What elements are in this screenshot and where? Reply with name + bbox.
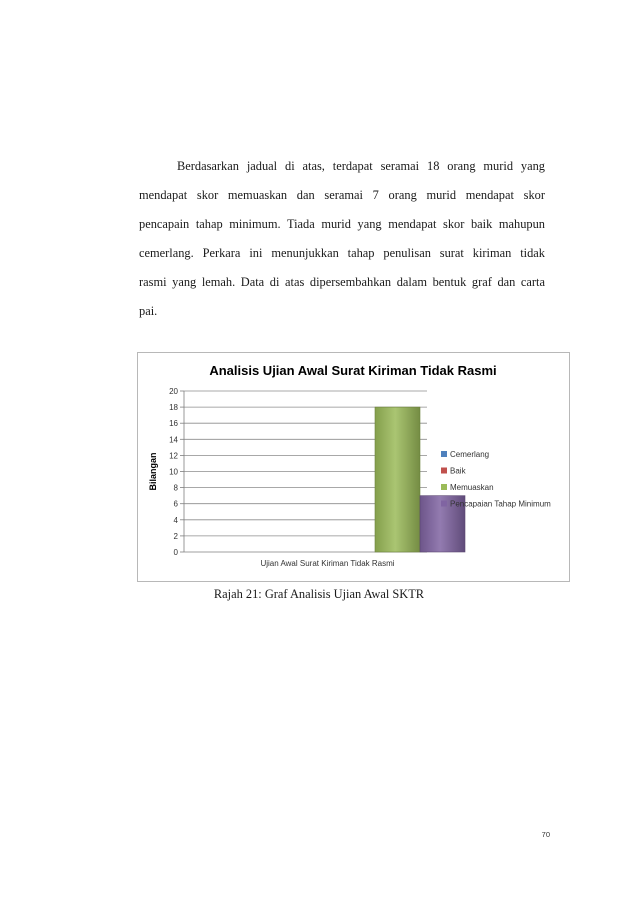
bar-chart bbox=[138, 353, 569, 581]
y-tick-label: 8 bbox=[173, 483, 178, 493]
paragraph-line: Berdasarkan jadual di atas, terdapat seramai 18 orang murid yang bbox=[177, 159, 545, 173]
x-category-label: Ujian Awal Surat Kiriman Tidak Rasmi bbox=[260, 559, 395, 568]
y-tick-label: 12 bbox=[169, 451, 178, 461]
y-tick-label: 0 bbox=[173, 548, 178, 557]
legend-swatch bbox=[441, 451, 447, 457]
y-tick-label: 4 bbox=[173, 515, 178, 525]
y-tick-label: 14 bbox=[169, 435, 178, 445]
y-tick-label: 2 bbox=[173, 531, 178, 541]
y-tick-label: 10 bbox=[169, 467, 178, 477]
chart-title: Analisis Ujian Awal Surat Kiriman Tidak Rasmi bbox=[209, 363, 497, 378]
y-tick-label: 20 bbox=[169, 387, 178, 396]
legend-label: Memuaskan bbox=[450, 483, 494, 492]
paragraph-line: mendapat skor memuaskan dan seramai 7 orang murid mendapat skor bbox=[139, 188, 545, 202]
legend-swatch bbox=[441, 501, 447, 507]
paragraph-line: cemerlang. Perkara ini menunjukkan tahap penulisan surat kiriman tidak bbox=[139, 246, 545, 260]
paragraph-line: rasmi yang lemah. Data di atas dipersembahkan dalam bentuk graf dan carta bbox=[139, 275, 545, 289]
y-tick-label: 16 bbox=[169, 419, 178, 429]
legend-swatch bbox=[441, 484, 447, 490]
y-tick-label: 18 bbox=[169, 403, 178, 413]
paragraph-line: pai. bbox=[139, 304, 158, 318]
legend-label: Cemerlang bbox=[450, 450, 490, 459]
bar-memuaskan bbox=[375, 407, 420, 552]
chart-container bbox=[137, 352, 570, 582]
body-paragraph bbox=[139, 152, 545, 326]
paragraph-line: pencapain tahap minimum. Tiada murid yang mendapat skor baik mahupun bbox=[139, 217, 545, 231]
legend-label: Baik bbox=[450, 466, 466, 476]
legend-label: Pencapaian Tahap Minimum bbox=[450, 499, 551, 509]
figure-caption: Rajah 21: Graf Analisis Ujian Awal SKTR bbox=[213, 587, 425, 601]
page-number: 70 bbox=[541, 830, 550, 839]
y-axis-label: Bilangan bbox=[148, 452, 158, 491]
y-tick-label: 6 bbox=[173, 499, 178, 509]
legend-swatch bbox=[441, 468, 447, 474]
